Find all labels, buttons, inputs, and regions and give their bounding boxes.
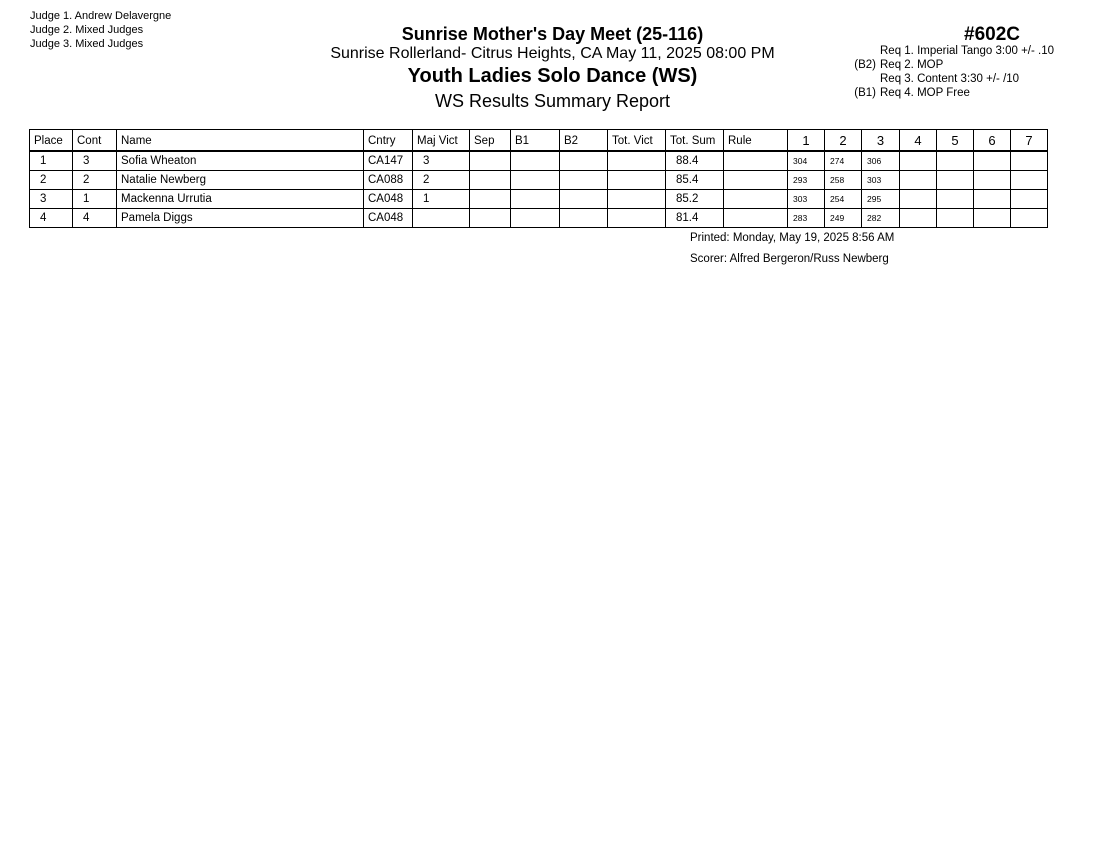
judges-list [30, 9, 171, 51]
maj-vict-cell [413, 209, 470, 228]
column-header: Tot. Sum [666, 130, 724, 152]
requirement-item [830, 72, 1054, 86]
column-header: Cntry [364, 130, 413, 152]
judge-2: Judge 2. Mixed Judges [30, 24, 144, 36]
column-header: B1 [511, 130, 560, 152]
requirement-text: Req 1. Imperial Tango 3:00 +/- .10 [880, 45, 1054, 57]
table-row [30, 190, 1048, 209]
report-title: WS Results Summary Report [434, 91, 671, 111]
judge-score-cell: 282 [862, 209, 900, 228]
judge-score-cell [937, 209, 974, 228]
column-header: Rule [724, 130, 788, 152]
judge-score-cell [974, 171, 1011, 190]
sep-cell [470, 171, 511, 190]
column-header: Tot. Vict [608, 130, 666, 152]
requirement-prefix [830, 44, 880, 58]
country-cell: CA147 [364, 151, 413, 171]
place-cell: 1 [30, 151, 73, 171]
cont-cell: 4 [73, 209, 117, 228]
maj-vict-cell: 2 [413, 171, 470, 190]
table-row [30, 171, 1048, 190]
b2-cell [560, 151, 608, 171]
requirement-prefix [830, 72, 880, 86]
column-header: Place [30, 130, 73, 152]
venue-date: Sunrise Rollerland- Citrus Heights, CA May 11, 2025 08:00 PM [330, 45, 775, 62]
b1-cell [511, 190, 560, 209]
column-header: Maj Vict [413, 130, 470, 152]
cont-cell: 3 [73, 151, 117, 171]
rule-cell [724, 151, 788, 171]
judge-score-cell: 258 [825, 171, 862, 190]
requirement-prefix: (B2) [854, 59, 876, 71]
judge-score-cell [974, 190, 1011, 209]
judge-score-cell [974, 151, 1011, 171]
judge-score-cell: 274 [825, 151, 862, 171]
judge-score-cell: 254 [825, 190, 862, 209]
country-cell: CA048 [364, 190, 413, 209]
judge-score-cell: 303 [788, 190, 825, 209]
judge-score-cell [900, 151, 937, 171]
table-row [30, 209, 1048, 228]
column-header: 6 [974, 130, 1011, 152]
column-header: 7 [1011, 130, 1048, 152]
name-cell: Sofia Wheaton [117, 151, 364, 171]
judge-score-cell [1011, 151, 1048, 171]
b1-cell [511, 151, 560, 171]
judge-score-cell [937, 171, 974, 190]
requirement-item [830, 58, 1054, 72]
column-header: Name [117, 130, 364, 152]
column-header: 3 [862, 130, 900, 152]
tot-sum-cell: 85.2 [666, 190, 724, 209]
judge-score-cell [1011, 209, 1048, 228]
b2-cell [560, 209, 608, 228]
judge-score-cell [974, 209, 1011, 228]
column-header: Cont [73, 130, 117, 152]
tot-sum-cell: 88.4 [666, 151, 724, 171]
tot-sum-cell: 81.4 [666, 209, 724, 228]
tot-sum-cell: 85.4 [666, 171, 724, 190]
judge-score-cell [937, 151, 974, 171]
b1-cell [511, 209, 560, 228]
requirement-text: Req 4. MOP Free [880, 87, 970, 99]
b2-cell [560, 190, 608, 209]
requirements-list [830, 44, 1054, 100]
tot-vict-cell [608, 209, 666, 228]
judge-score-cell: 293 [788, 171, 825, 190]
judge-3: Judge 3. Mixed Judges [30, 38, 144, 50]
judge-score-cell [900, 209, 937, 228]
rule-cell [724, 190, 788, 209]
place-cell: 4 [30, 209, 73, 228]
requirement-text: Req 2. MOP [880, 59, 944, 71]
judge-score-cell [1011, 190, 1048, 209]
sep-cell [470, 151, 511, 171]
meet-title: Sunrise Mother's Day Meet (25-116) [401, 24, 704, 44]
event-number: #602C [964, 24, 1020, 45]
country-cell: CA088 [364, 171, 413, 190]
requirement-item [830, 86, 1054, 100]
column-header: Sep [470, 130, 511, 152]
judge-score-cell [900, 190, 937, 209]
sep-cell [470, 209, 511, 228]
event-title: Youth Ladies Solo Dance (WS) [407, 65, 698, 87]
column-header: 1 [788, 130, 825, 152]
cont-cell: 1 [73, 190, 117, 209]
name-cell: Pamela Diggs [117, 209, 364, 228]
b1-cell [511, 171, 560, 190]
tot-vict-cell [608, 151, 666, 171]
maj-vict-cell: 3 [413, 151, 470, 171]
requirement-prefix: (B1) [854, 87, 876, 99]
cont-cell: 2 [73, 171, 117, 190]
printed-date: Printed: Monday, May 19, 2025 8:56 AM [690, 232, 895, 244]
column-header: 5 [937, 130, 974, 152]
maj-vict-cell: 1 [413, 190, 470, 209]
table-header-row [30, 130, 1048, 152]
place-cell: 3 [30, 190, 73, 209]
judge-score-cell [1011, 171, 1048, 190]
judge-score-cell: 249 [825, 209, 862, 228]
column-header: 2 [825, 130, 862, 152]
judge-score-cell [937, 190, 974, 209]
place-cell: 2 [30, 171, 73, 190]
rule-cell [724, 171, 788, 190]
scorer: Scorer: Alfred Bergeron/Russ Newberg [690, 253, 889, 265]
name-cell: Mackenna Urrutia [117, 190, 364, 209]
sep-cell [470, 190, 511, 209]
results-table [29, 129, 1048, 228]
judge-1: Judge 1. Andrew Delavergne [30, 10, 172, 22]
rule-cell [724, 209, 788, 228]
column-header: B2 [560, 130, 608, 152]
judge-score-cell [900, 171, 937, 190]
requirement-text: Req 3. Content 3:30 +/- /10 [880, 73, 1020, 85]
judge-score-cell: 304 [788, 151, 825, 171]
country-cell: CA048 [364, 209, 413, 228]
b2-cell [560, 171, 608, 190]
judge-score-cell: 295 [862, 190, 900, 209]
judge-score-cell: 303 [862, 171, 900, 190]
tot-vict-cell [608, 190, 666, 209]
table-row [30, 151, 1048, 171]
name-cell: Natalie Newberg [117, 171, 364, 190]
requirement-item [830, 44, 1054, 58]
column-header: 4 [900, 130, 937, 152]
judge-score-cell: 306 [862, 151, 900, 171]
judge-score-cell: 283 [788, 209, 825, 228]
tot-vict-cell [608, 171, 666, 190]
